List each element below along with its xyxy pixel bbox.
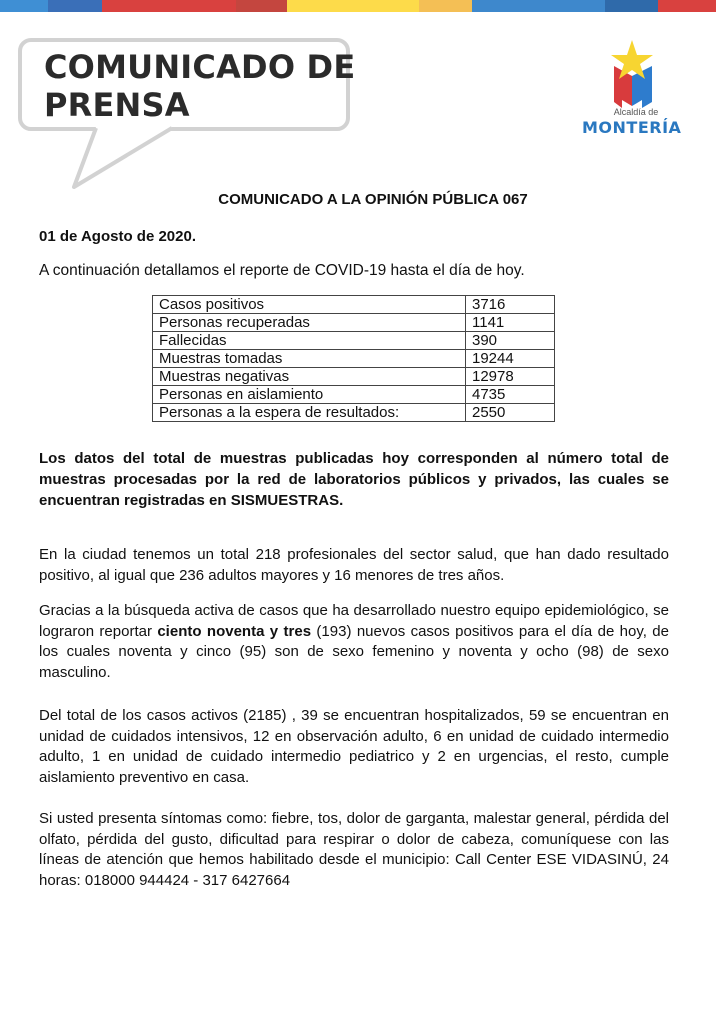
table-row — [153, 350, 555, 368]
color-bar-segment — [0, 0, 48, 12]
color-bar-segment — [287, 0, 419, 12]
table-row — [153, 314, 555, 332]
samples-note: Los datos del total de muestras publicadas hoy corresponden al número total de muestras procesadas por la red de laboratorios públicos y privados, las cuales se encuentran registradas en SISMUESTRAS. — [39, 450, 669, 509]
color-bar-segment — [605, 0, 658, 12]
speech-bubble-tail-icon — [60, 125, 180, 191]
stat-value: 4735 — [466, 386, 555, 404]
symptoms-paragraph: Si usted presenta síntomas como: fiebre, tos, dolor de garganta, malestar general, pérdida del olfato, pérdida del gusto, dificultad para respirar o dolor de cabeza, comuníquese con las líneas de atención que hemos habilitado desde el municipio: Call Center ESE VIDASINÚ, 24 horas: 018000 944424 - 317 6427664 — [39, 810, 669, 889]
color-bar — [0, 0, 716, 12]
new-cases-bold: ciento noventa y tres — [157, 622, 312, 640]
document-date: 01 de Agosto de 2020. — [39, 228, 197, 245]
stat-value: 3716 — [466, 296, 555, 314]
active-cases-paragraph: Del total de los casos activos (2185) , 39 se encuentran hospitalizados, 59 se encuentran en unidad de cuidados intensivos, 12 en observación adulto, 6 en unidad de cuidado intermedio adulto, 1 en unidad de cuidado intermedio pediatrico y 2 en urgencias, el resto, cumple aislamiento preventivo en casa. — [39, 707, 669, 786]
document-title: COMUNICADO A LA OPINIÓN PÚBLICA 067 — [218, 191, 528, 208]
table-row — [153, 368, 555, 386]
stat-value: 19244 — [466, 350, 555, 368]
stat-label: Muestras tomadas — [153, 350, 466, 368]
stat-label: Muestras negativas — [153, 368, 466, 386]
color-bar-segment — [102, 0, 236, 12]
stat-label: Personas recuperadas — [153, 314, 466, 332]
color-bar-segment — [419, 0, 472, 12]
intro-text: A continuación detallamos el reporte de COVID-19 hasta el día de hoy. — [39, 262, 525, 279]
stat-label: Personas a la espera de resultados: — [153, 404, 466, 422]
banner-line-2: PRENSA — [44, 86, 190, 124]
new-cases-text-end: (193) nuevos casos positivos para el día de hoy, de los cuales noventa y cinco (95) son de sexo femenino y noventa y ocho (98) de sexo masculino. — [39, 622, 669, 681]
stat-label: Casos positivos — [153, 296, 466, 314]
stat-value: 390 — [466, 332, 555, 350]
table-row — [153, 404, 555, 422]
stat-label: Personas en aislamiento — [153, 386, 466, 404]
stat-value: 1141 — [466, 314, 555, 332]
stat-value: 2550 — [466, 404, 555, 422]
table-row — [153, 332, 555, 350]
stat-label: Fallecidas — [153, 332, 466, 350]
logo-caption: Alcaldía de — [613, 107, 659, 117]
new-cases-text: Gracias a la búsqueda activa de casos que ha desarrollado nuestro equipo epidemiológico, se lograron reportar — [39, 602, 669, 640]
banner-line-1: COMUNICADO DE — [44, 48, 356, 86]
table-row — [153, 296, 555, 314]
new-cases-paragraph — [39, 601, 669, 683]
table-row — [153, 386, 555, 404]
covid-stats-table — [152, 295, 555, 422]
press-release-banner — [44, 48, 355, 124]
color-bar-segment — [236, 0, 287, 12]
health-workers-paragraph: En la ciudad tenemos un total 218 profesionales del sector salud, que han dado resultado positivo, al igual que 236 adultos mayores y 16 menores de tres años. — [39, 546, 669, 584]
color-bar-segment — [658, 0, 716, 12]
color-bar-segment — [48, 0, 102, 12]
stat-value: 12978 — [466, 368, 555, 386]
color-bar-segment — [472, 0, 605, 12]
logo-name: MONTERÍA — [582, 118, 682, 137]
